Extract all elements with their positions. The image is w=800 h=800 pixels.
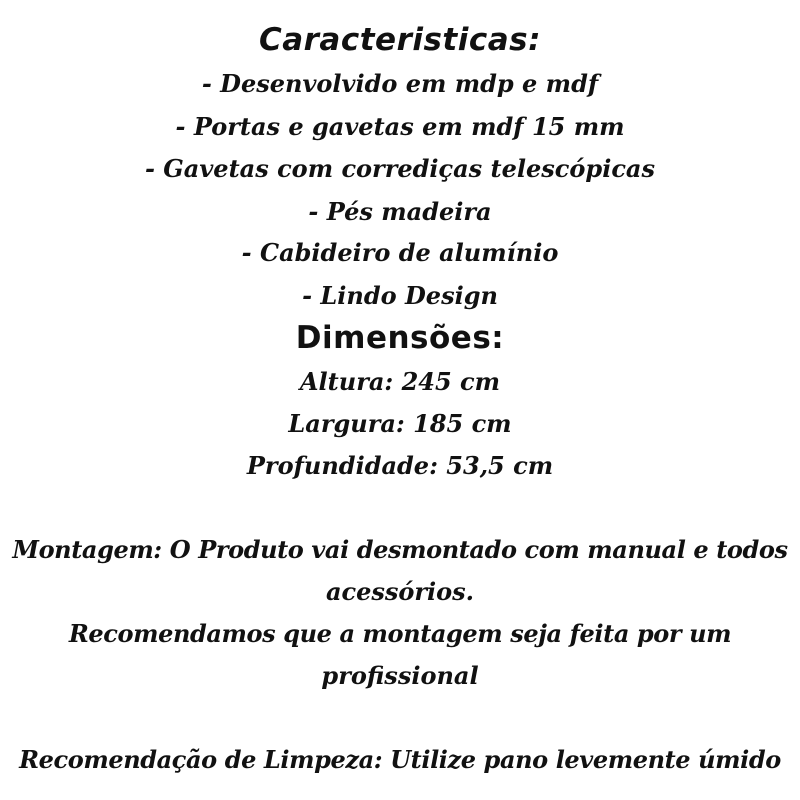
- assembly-text-line-2: acessórios.: [325, 577, 475, 606]
- characteristic-item: - Pés madeira: [308, 197, 492, 226]
- characteristic-item: - Portas e gavetas em mdf 15 mm: [175, 112, 625, 141]
- assembly-text-line-1: Montagem: O Produto vai desmontado com manual e todos: [12, 535, 788, 564]
- assembly-recommendation-line-2: profissional: [321, 661, 479, 690]
- dimension-depth: Profundidade: 53,5 cm: [246, 451, 554, 480]
- characteristic-item: - Lindo Design: [302, 281, 498, 310]
- assembly-recommendation-line-1: Recomendamos que a montagem seja feita por um: [68, 619, 732, 648]
- cleaning-recommendation: Recomendação de Limpeza: Utilize pano levemente úmido: [19, 745, 781, 774]
- dimension-height: Altura: 245 cm: [299, 367, 501, 396]
- characteristic-item: - Cabideiro de alumínio: [241, 238, 559, 267]
- dimensions-title: Dimensões:: [295, 320, 505, 356]
- characteristics-title: Caracteristicas:: [258, 22, 542, 58]
- characteristic-item: - Desenvolvido em mdp e mdf: [201, 69, 599, 98]
- dimension-width: Largura: 185 cm: [288, 409, 512, 438]
- characteristic-item: - Gavetas com corrediças telescópicas: [144, 154, 655, 183]
